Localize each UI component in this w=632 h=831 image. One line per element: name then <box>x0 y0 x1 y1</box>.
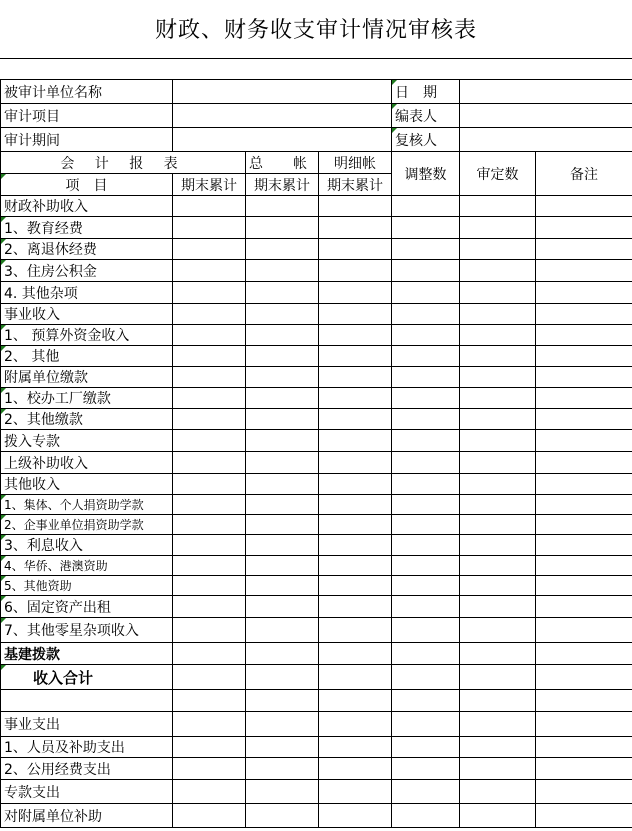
value-cell[interactable] <box>536 346 632 367</box>
value-cell[interactable] <box>536 643 632 665</box>
row-label: 1、校办工厂缴款 <box>1 388 173 409</box>
value-cell[interactable] <box>173 780 246 804</box>
value-cell[interactable] <box>173 452 246 474</box>
value-cell[interactable] <box>392 515 460 535</box>
value-cell[interactable] <box>460 804 536 828</box>
value-cell[interactable] <box>392 576 460 596</box>
value-cell[interactable] <box>536 737 632 758</box>
value-cell[interactable] <box>173 515 246 535</box>
value-cell[interactable] <box>173 804 246 828</box>
value-cell[interactable] <box>319 217 392 239</box>
value-cell[interactable] <box>392 474 460 495</box>
value-cell[interactable] <box>246 515 319 535</box>
value-cell[interactable] <box>392 737 460 758</box>
value-cell[interactable] <box>536 665 632 690</box>
value-cell[interactable] <box>246 618 319 643</box>
value-cell[interactable] <box>460 737 536 758</box>
value-cell[interactable] <box>392 758 460 780</box>
value-cell[interactable] <box>319 556 392 576</box>
value-cell[interactable] <box>460 239 536 260</box>
table-row <box>1 556 632 576</box>
report-header: 会 计 报 表 <box>1 152 246 174</box>
value-cell[interactable] <box>536 596 632 618</box>
value-cell[interactable] <box>173 260 246 282</box>
value-cell[interactable] <box>319 196 392 217</box>
table-row <box>1 618 632 643</box>
unit-name-value[interactable] <box>173 80 392 104</box>
value-cell[interactable] <box>173 712 246 737</box>
value-cell[interactable] <box>460 325 536 346</box>
row-label: 对附属单位补助 <box>1 804 173 828</box>
adjust-header: 调整数 <box>392 152 460 196</box>
value-cell[interactable] <box>460 780 536 804</box>
period-label: 审计期间 <box>1 128 173 152</box>
table-row <box>1 217 632 239</box>
row-label: 基建拨款 <box>1 643 173 665</box>
value-cell[interactable] <box>173 618 246 643</box>
value-cell[interactable] <box>246 196 319 217</box>
report-period-header: 期末累计 <box>173 174 246 196</box>
value-cell[interactable] <box>392 282 460 304</box>
value-cell[interactable] <box>392 430 460 452</box>
value-cell[interactable] <box>460 556 536 576</box>
value-cell[interactable] <box>536 804 632 828</box>
table-row <box>1 304 632 325</box>
preparer-value[interactable] <box>460 104 632 128</box>
table-row <box>1 474 632 495</box>
value-cell[interactable] <box>319 409 392 430</box>
value-cell[interactable] <box>246 409 319 430</box>
value-cell[interactable] <box>460 452 536 474</box>
ledger-header: 总 帐 <box>246 152 319 174</box>
row-label: 2、 其他 <box>1 346 173 367</box>
value-cell[interactable] <box>173 367 246 388</box>
period-value[interactable] <box>173 128 392 152</box>
preparer-label: 编表人 <box>392 104 460 128</box>
table-row <box>1 282 632 304</box>
value-cell[interactable] <box>460 643 536 665</box>
table-row <box>1 515 632 535</box>
value-cell[interactable] <box>319 665 392 690</box>
value-cell[interactable] <box>173 239 246 260</box>
value-cell[interactable] <box>392 367 460 388</box>
value-cell[interactable] <box>392 196 460 217</box>
value-cell[interactable] <box>319 430 392 452</box>
value-cell[interactable] <box>246 690 319 712</box>
value-cell[interactable] <box>460 535 536 556</box>
table-row <box>1 576 632 596</box>
value-cell[interactable] <box>392 452 460 474</box>
value-cell[interactable] <box>392 712 460 737</box>
table-row <box>1 196 632 217</box>
value-cell[interactable] <box>392 495 460 515</box>
value-cell[interactable] <box>536 260 632 282</box>
table-row <box>1 452 632 474</box>
value-cell[interactable] <box>246 535 319 556</box>
value-cell[interactable] <box>536 495 632 515</box>
value-cell[interactable] <box>392 388 460 409</box>
table-row <box>1 690 632 712</box>
value-cell[interactable] <box>246 430 319 452</box>
detail-period-header: 期末累计 <box>319 174 392 196</box>
value-cell[interactable] <box>460 367 536 388</box>
value-cell[interactable] <box>246 737 319 758</box>
value-cell[interactable] <box>319 643 392 665</box>
value-cell[interactable] <box>319 282 392 304</box>
table-row <box>1 495 632 515</box>
row-label: 7、其他零星杂项收入 <box>1 618 173 643</box>
date-value[interactable] <box>460 80 632 104</box>
value-cell[interactable] <box>173 495 246 515</box>
table-row <box>1 325 632 346</box>
value-cell[interactable] <box>319 712 392 737</box>
value-cell[interactable] <box>536 304 632 325</box>
table-row <box>1 737 632 758</box>
value-cell[interactable] <box>173 596 246 618</box>
row-label: 1、人员及补助支出 <box>1 737 173 758</box>
value-cell[interactable] <box>460 260 536 282</box>
row-label: 2、企事业单位捐资助学款 <box>1 515 173 535</box>
audit-table <box>0 79 632 828</box>
row-label: 上级补助收入 <box>1 452 173 474</box>
value-cell[interactable] <box>173 304 246 325</box>
value-cell[interactable] <box>392 304 460 325</box>
row-label: 3、利息收入 <box>1 535 173 556</box>
value-cell[interactable] <box>392 217 460 239</box>
value-cell[interactable] <box>246 556 319 576</box>
value-cell[interactable] <box>246 282 319 304</box>
value-cell[interactable] <box>536 430 632 452</box>
value-cell[interactable] <box>460 196 536 217</box>
spacer-row <box>0 59 632 79</box>
value-cell[interactable] <box>173 758 246 780</box>
project-label: 审计项目 <box>1 104 173 128</box>
table-row <box>1 712 632 737</box>
table-row <box>1 804 632 828</box>
value-cell[interactable] <box>173 535 246 556</box>
value-cell[interactable] <box>173 282 246 304</box>
row-label: 事业支出 <box>1 712 173 737</box>
value-cell[interactable] <box>173 325 246 346</box>
value-cell[interactable] <box>460 576 536 596</box>
value-cell[interactable] <box>173 346 246 367</box>
value-cell[interactable] <box>173 643 246 665</box>
table-row <box>1 758 632 780</box>
value-cell[interactable] <box>246 346 319 367</box>
value-cell[interactable] <box>319 367 392 388</box>
row-label: 附属单位缴款 <box>1 367 173 388</box>
value-cell[interactable] <box>173 576 246 596</box>
value-cell[interactable] <box>173 474 246 495</box>
value-cell[interactable] <box>392 643 460 665</box>
value-cell[interactable] <box>460 409 536 430</box>
value-cell[interactable] <box>173 690 246 712</box>
value-cell[interactable] <box>246 758 319 780</box>
project-value[interactable] <box>173 104 392 128</box>
value-cell[interactable] <box>319 325 392 346</box>
value-cell[interactable] <box>319 535 392 556</box>
value-cell[interactable] <box>392 346 460 367</box>
value-cell[interactable] <box>536 367 632 388</box>
row-label: 5、其他资助 <box>1 576 173 596</box>
value-cell[interactable] <box>536 780 632 804</box>
table-row <box>1 346 632 367</box>
value-cell[interactable] <box>173 556 246 576</box>
value-cell[interactable] <box>319 758 392 780</box>
value-cell[interactable] <box>392 780 460 804</box>
value-cell[interactable] <box>392 690 460 712</box>
value-cell[interactable] <box>460 304 536 325</box>
value-cell[interactable] <box>460 282 536 304</box>
value-cell[interactable] <box>536 196 632 217</box>
value-cell[interactable] <box>246 804 319 828</box>
value-cell[interactable] <box>460 712 536 737</box>
value-cell[interactable] <box>246 576 319 596</box>
value-cell[interactable] <box>460 758 536 780</box>
table-row <box>1 665 632 690</box>
reviewer-value[interactable] <box>460 128 632 152</box>
value-cell[interactable] <box>536 325 632 346</box>
value-cell[interactable] <box>319 690 392 712</box>
ledger-period-header: 期末累计 <box>246 174 319 196</box>
value-cell[interactable] <box>460 217 536 239</box>
note-header: 备注 <box>536 152 632 196</box>
value-cell[interactable] <box>319 618 392 643</box>
value-cell[interactable] <box>392 556 460 576</box>
reviewer-label: 复核人 <box>392 128 460 152</box>
table-row <box>1 596 632 618</box>
value-cell[interactable] <box>392 618 460 643</box>
value-cell[interactable] <box>246 260 319 282</box>
value-cell[interactable] <box>319 239 392 260</box>
value-cell[interactable] <box>392 409 460 430</box>
value-cell[interactable] <box>536 452 632 474</box>
value-cell[interactable] <box>246 665 319 690</box>
value-cell[interactable] <box>536 474 632 495</box>
value-cell[interactable] <box>246 217 319 239</box>
value-cell[interactable] <box>173 409 246 430</box>
row-label: 财政补助收入 <box>1 196 173 217</box>
table-row <box>1 409 632 430</box>
value-cell[interactable] <box>392 239 460 260</box>
row-label: 2、其他缴款 <box>1 409 173 430</box>
item-header: 项 目 <box>1 174 173 196</box>
table-row <box>1 780 632 804</box>
table-row <box>1 239 632 260</box>
value-cell[interactable] <box>536 535 632 556</box>
value-cell[interactable] <box>460 474 536 495</box>
value-cell[interactable] <box>536 712 632 737</box>
value-cell[interactable] <box>319 737 392 758</box>
value-cell[interactable] <box>246 596 319 618</box>
value-cell[interactable] <box>246 325 319 346</box>
value-cell[interactable] <box>392 596 460 618</box>
table-row <box>1 643 632 665</box>
value-cell[interactable] <box>173 665 246 690</box>
row-label: 6、固定资产出租 <box>1 596 173 618</box>
unit-name-label: 被审计单位名称 <box>1 80 173 104</box>
value-cell[interactable] <box>536 515 632 535</box>
table-row <box>1 388 632 409</box>
row-label: 4、华侨、港澳资助 <box>1 556 173 576</box>
row-label: 3、住房公积金 <box>1 260 173 282</box>
value-cell[interactable] <box>173 388 246 409</box>
value-cell[interactable] <box>246 367 319 388</box>
value-cell[interactable] <box>536 217 632 239</box>
value-cell[interactable] <box>460 515 536 535</box>
date-label: 日 期 <box>392 80 460 104</box>
value-cell[interactable] <box>536 618 632 643</box>
value-cell[interactable] <box>392 535 460 556</box>
row-label <box>1 690 173 712</box>
table-row <box>1 367 632 388</box>
value-cell[interactable] <box>246 643 319 665</box>
row-label: 4. 其他杂项 <box>1 282 173 304</box>
row-label: 2、公用经费支出 <box>1 758 173 780</box>
value-cell[interactable] <box>246 388 319 409</box>
row-label: 拨入专款 <box>1 430 173 452</box>
value-cell[interactable] <box>460 346 536 367</box>
value-cell[interactable] <box>319 388 392 409</box>
value-cell[interactable] <box>319 515 392 535</box>
value-cell[interactable] <box>319 780 392 804</box>
detail-header: 明细帐 <box>319 152 392 174</box>
value-cell[interactable] <box>536 556 632 576</box>
value-cell[interactable] <box>246 495 319 515</box>
value-cell[interactable] <box>392 325 460 346</box>
value-cell[interactable] <box>246 304 319 325</box>
value-cell[interactable] <box>246 474 319 495</box>
value-cell[interactable] <box>392 260 460 282</box>
value-cell[interactable] <box>319 304 392 325</box>
row-label: 1、教育经费 <box>1 217 173 239</box>
value-cell[interactable] <box>460 596 536 618</box>
row-label: 其他收入 <box>1 474 173 495</box>
row-label: 收入合计 <box>1 665 173 690</box>
value-cell[interactable] <box>460 430 536 452</box>
sheet-title: 财政、财务收支审计情况审核表 <box>0 0 632 59</box>
row-label: 1、集体、个人捐资助学款 <box>1 495 173 515</box>
value-cell[interactable] <box>392 665 460 690</box>
value-cell[interactable] <box>319 346 392 367</box>
row-label: 专款支出 <box>1 780 173 804</box>
value-cell[interactable] <box>319 576 392 596</box>
value-cell[interactable] <box>246 780 319 804</box>
row-label: 1、 预算外资金收入 <box>1 325 173 346</box>
table-row <box>1 535 632 556</box>
row-label: 事业收入 <box>1 304 173 325</box>
value-cell[interactable] <box>536 239 632 260</box>
value-cell[interactable] <box>173 217 246 239</box>
value-cell[interactable] <box>536 388 632 409</box>
value-cell[interactable] <box>392 804 460 828</box>
value-cell[interactable] <box>536 409 632 430</box>
value-cell[interactable] <box>536 576 632 596</box>
value-cell[interactable] <box>319 596 392 618</box>
table-row <box>1 260 632 282</box>
value-cell[interactable] <box>173 737 246 758</box>
audited-header: 审定数 <box>460 152 536 196</box>
value-cell[interactable] <box>460 690 536 712</box>
value-cell[interactable] <box>319 260 392 282</box>
value-cell[interactable] <box>319 804 392 828</box>
value-cell[interactable] <box>460 495 536 515</box>
value-cell[interactable] <box>460 618 536 643</box>
table-row <box>1 430 632 452</box>
value-cell[interactable] <box>536 690 632 712</box>
value-cell[interactable] <box>319 495 392 515</box>
value-cell[interactable] <box>246 452 319 474</box>
value-cell[interactable] <box>319 452 392 474</box>
value-cell[interactable] <box>173 196 246 217</box>
value-cell[interactable] <box>536 282 632 304</box>
value-cell[interactable] <box>246 712 319 737</box>
value-cell[interactable] <box>319 474 392 495</box>
value-cell[interactable] <box>460 388 536 409</box>
value-cell[interactable] <box>246 239 319 260</box>
value-cell[interactable] <box>173 430 246 452</box>
value-cell[interactable] <box>460 665 536 690</box>
row-label: 2、离退休经费 <box>1 239 173 260</box>
value-cell[interactable] <box>536 758 632 780</box>
